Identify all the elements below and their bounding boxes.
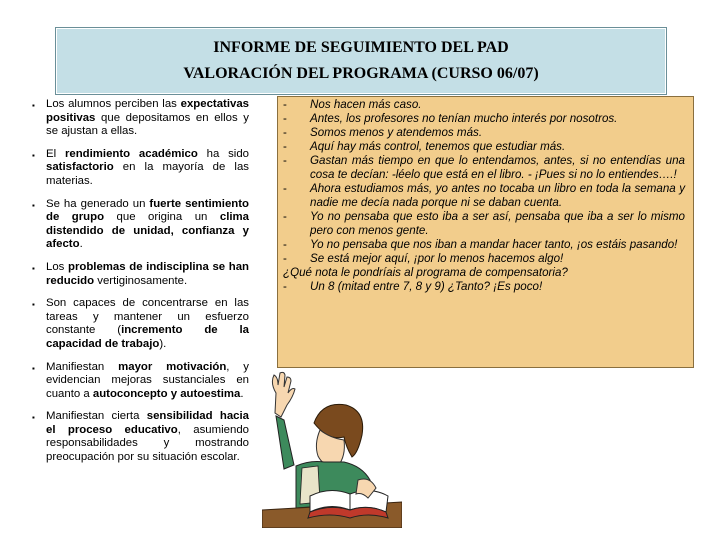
bullet-text: Los alumnos perciben las bbox=[46, 98, 181, 110]
bullet-text: que depositamos en ellos y se ajustan a ellas. bbox=[46, 111, 249, 138]
quote-line bbox=[283, 140, 685, 154]
bullet-text: Manifiestan cierta bbox=[46, 410, 147, 423]
left-bullet-item bbox=[32, 361, 249, 402]
bullet-mark: ▪ bbox=[32, 263, 35, 273]
quote-text: Se está mejor aquí, ¡por lo menos hacemos algo! bbox=[310, 252, 564, 265]
quote-line bbox=[283, 154, 685, 182]
answer-line bbox=[283, 280, 685, 294]
left-bullet-item bbox=[32, 98, 249, 139]
quotes-list bbox=[283, 98, 685, 266]
quote-dash: - bbox=[283, 98, 287, 111]
quote-dash: - bbox=[283, 140, 287, 153]
bullet-bold-text: sensibilidad hacia el proceso educativo bbox=[46, 410, 250, 436]
quote-dash: - bbox=[283, 112, 287, 125]
bullet-text: . bbox=[240, 387, 244, 400]
bullet-mark: ▪ bbox=[32, 300, 35, 310]
bullet-bold-text: fuerte sentimiento de grupo bbox=[46, 197, 249, 224]
answer-text: Un 8 (mitad entre 7, 8 y 9) ¿Tanto? ¡Es poco! bbox=[310, 280, 543, 293]
bullet-text: ). bbox=[159, 337, 167, 350]
quote-dash: - bbox=[283, 154, 287, 167]
bullet-bold-text: satisfactorio bbox=[46, 161, 114, 174]
title-line-1: INFORME DE SEGUIMIENTO DEL PAD bbox=[213, 39, 509, 56]
quote-text: Somos menos y atendemos más. bbox=[310, 126, 483, 139]
quote-dash: - bbox=[283, 238, 287, 251]
bullet-text: , asumiendo responsabilidades y mostrando preocupación por su situación escolar. bbox=[46, 423, 249, 464]
bullet-bold-text: clima distendido de unidad, confianza y afecto bbox=[46, 211, 249, 251]
bullet-text: Manifiestan bbox=[46, 360, 119, 373]
left-bullet-item bbox=[32, 261, 249, 288]
student-reading-book-icon bbox=[262, 368, 402, 528]
quote-text: Antes, los profesores no tenían mucho interés por nosotros. bbox=[310, 112, 618, 125]
bullet-mark: ▪ bbox=[32, 363, 35, 373]
quote-line bbox=[283, 182, 685, 210]
left-bullet-item bbox=[32, 198, 249, 252]
bullet-mark: ▪ bbox=[32, 101, 35, 110]
bullet-text: Los bbox=[46, 260, 68, 273]
quote-text: Yo no pensaba que nos iban a mandar hacer tanto, ¡os estáis pasando! bbox=[310, 238, 678, 251]
bullet-bold-text: problemas de indisciplina se han reducido bbox=[46, 260, 249, 287]
quote-line bbox=[283, 112, 685, 126]
bullet-mark: ▪ bbox=[32, 200, 35, 210]
bullet-mark: ▪ bbox=[32, 413, 35, 423]
quote-text: Ahora estudiamos más, yo antes no tocaba un libro en toda la semana y nadie me decía nada porque ni se daban cuenta. bbox=[310, 182, 685, 209]
bullet-text: en la mayoría de las materias. bbox=[46, 161, 249, 187]
quote-text: Aquí hay más control, tenemos que estudiar más. bbox=[310, 140, 566, 153]
bullet-text: Son capaces de concentrarse en las tareas y mantener un esfuerzo constante ( bbox=[46, 297, 249, 337]
bullet-bold-text: mayor motivación bbox=[118, 360, 227, 373]
quote-line bbox=[283, 126, 685, 140]
left-bullet-list bbox=[32, 98, 249, 474]
quote-line bbox=[283, 98, 685, 112]
bullet-text: , y evidencian mejoras sustanciales en cuanto a bbox=[46, 360, 249, 400]
quote-line bbox=[283, 252, 685, 266]
quote-dash: - bbox=[283, 252, 287, 265]
bullet-text: . bbox=[79, 238, 83, 251]
bullet-mark: ▪ bbox=[32, 150, 35, 160]
title-line-2: VALORACIÓN DEL PROGRAMA (CURSO 06/07) bbox=[183, 65, 539, 82]
quote-line bbox=[283, 238, 685, 252]
answer-dash: - bbox=[283, 280, 287, 293]
title-box bbox=[55, 27, 667, 95]
quote-text: Yo no pensaba que esto iba a ser así, pensaba que iba a ser lo mismo pero con menos gente. bbox=[310, 210, 685, 237]
bullet-text: vertiginosamente. bbox=[94, 274, 188, 287]
left-bullet-item bbox=[32, 410, 249, 464]
bullet-bold-text: incremento de la capacidad de trabajo bbox=[46, 324, 249, 350]
bullet-text: El bbox=[46, 147, 65, 160]
left-bullet-item bbox=[32, 148, 249, 189]
bullet-bold-text: autoconcepto y autoestima bbox=[92, 387, 241, 400]
quote-text: Nos hacen más caso. bbox=[310, 98, 422, 111]
quote-text: Gastan más tiempo en que lo entendamos, antes, si no entendías una cosa te decían: -léelo que está en el libro. - ¡Pues si no lo entiendes….! bbox=[310, 154, 685, 181]
question-line: ¿Qué nota le pondríais al programa de compensatoria? bbox=[283, 266, 568, 279]
bullet-text: que origina un bbox=[104, 211, 220, 224]
left-bullet-item bbox=[32, 297, 249, 351]
bullet-bold-text: expectativas positivas bbox=[46, 98, 249, 124]
quote-dash: - bbox=[283, 126, 287, 139]
bullet-bold-text: rendimiento académico bbox=[64, 147, 198, 160]
bullet-text: Se ha generado un bbox=[46, 197, 150, 210]
quote-dash: - bbox=[283, 182, 287, 195]
quote-dash: - bbox=[283, 210, 287, 223]
quote-line bbox=[283, 210, 685, 238]
bullet-text: ha sido bbox=[197, 147, 249, 160]
speech-bubble-text bbox=[283, 98, 685, 294]
